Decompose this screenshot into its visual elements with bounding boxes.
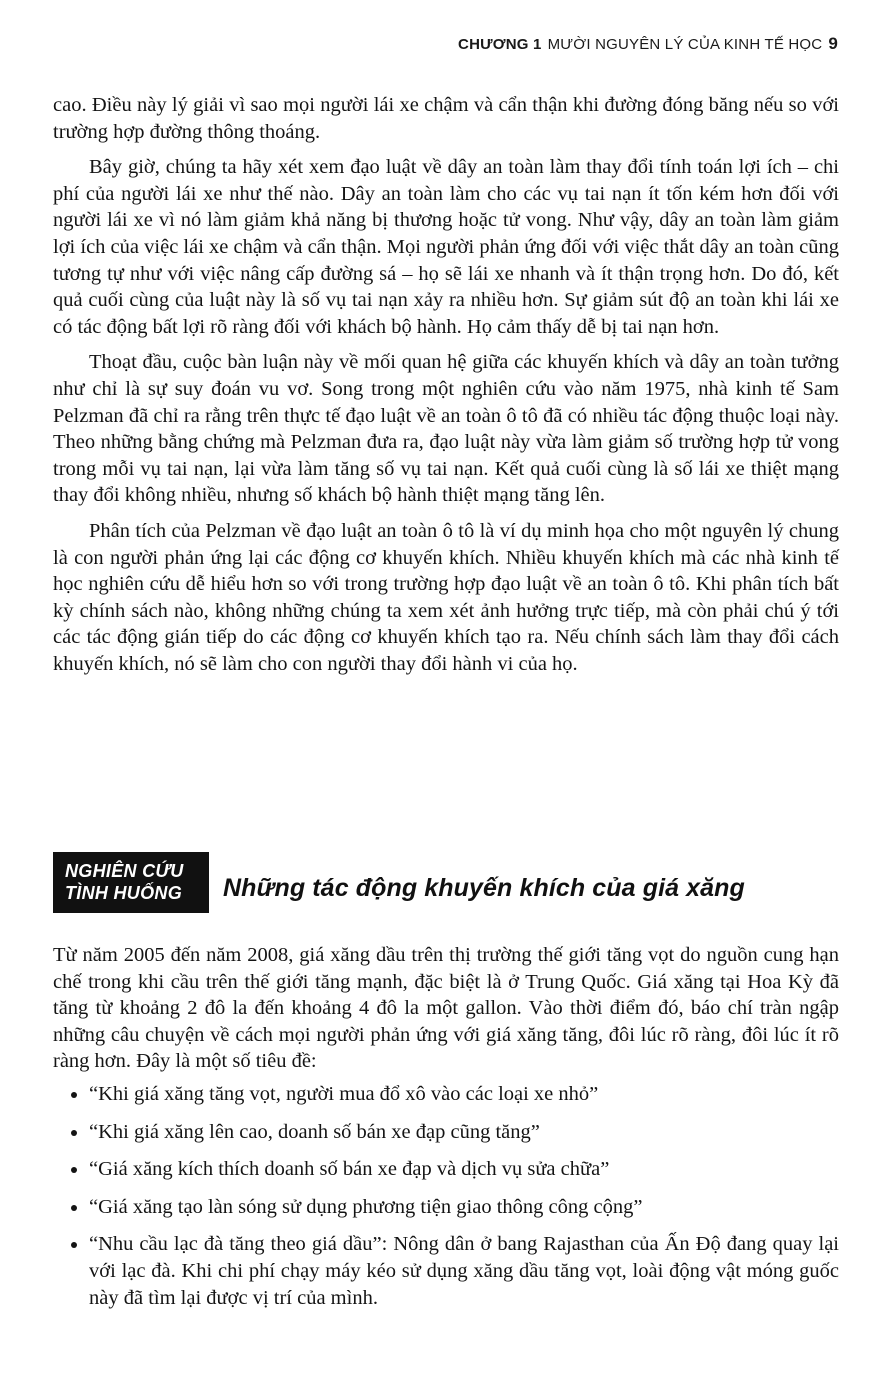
list-item <box>53 1156 839 1183</box>
bullet-icon <box>71 1205 77 1211</box>
list-item <box>53 1194 839 1221</box>
case-study-title: Những tác động khuyến khích của giá xăng <box>223 874 745 902</box>
case-study-badge <box>53 852 209 913</box>
page-number: 9 <box>828 34 838 53</box>
chapter-label: CHƯƠNG 1 <box>458 36 542 53</box>
badge-line: NGHIÊN CỨU <box>65 861 184 881</box>
bullet-icon <box>71 1167 77 1173</box>
list-item-text: “Giá xăng kích thích doanh số bán xe đạp và dịch vụ sửa chữa” <box>89 1158 610 1181</box>
list-item-text: “Khi giá xăng tăng vọt, người mua đổ xô vào các loại xe nhỏ” <box>89 1082 599 1105</box>
case-study-heading <box>53 852 745 913</box>
case-study-body <box>53 942 839 1322</box>
paragraph: Thoạt đầu, cuộc bàn luận này về mối quan hệ giữa các khuyến khích và dây an toàn tưởng như chỉ là sự suy đoán vu vơ. Song trong một nghiên cứu vào năm 1975, nhà kinh tế Sam Pelzman đã chỉ ra rằng trên thực tế đạo luật về an toàn ô tô đã có nhiều tác động thuộc loại này. Theo những bằng chứng mà Pelzman đưa ra, đạo luật này vừa làm giảm số trường hợp tử vong trong mỗi vụ tai nạn, lại vừa làm tăng số vụ tai nạn. Kết quả cuối cùng là số lái xe thiệt mạng thay đổi không nhiều, nhưng số khách bộ hành thiệt mạng tăng lên. <box>53 351 839 507</box>
running-header <box>458 34 838 54</box>
bullet-icon <box>71 1130 77 1136</box>
case-study-intro: Từ năm 2005 đến năm 2008, giá xăng dầu trên thị trường thế giới tăng vọt do nguồn cung hạn chế trong khi cầu trên thế giới tăng mạnh, đặc biệt là ở Trung Quốc. Giá xăng tại Hoa Kỳ đã tăng từ khoảng 2 đô la đến khoảng 4 đô la một gallon. Vào thời điểm đó, báo chí tràn ngập những câu chuyện về cách mọi người phản ứng với giá xăng tăng, đôi lúc rõ ràng, đôi lúc ít rõ ràng hơn. Đây là một số tiêu đề: <box>53 944 839 1073</box>
paragraph: cao. Điều này lý giải vì sao mọi người lái xe chậm và cẩn thận khi đường đóng băng nếu so với trường hợp đường thông thoáng. <box>53 94 839 143</box>
bullet-icon <box>71 1242 77 1248</box>
paragraph: Bây giờ, chúng ta hãy xét xem đạo luật về dây an toàn làm thay đổi tính toán lợi ích – chi phí của người lái xe như thế nào. Dây an toàn làm cho các vụ tai nạn ít tốn kém hơn đối với người lái xe vì nó làm giảm khả năng bị thương hoặc tử vong. Như vậy, dây an toàn làm giảm lợi ích của việc lái xe chậm và cẩn thận. Mọi người phản ứng đối với việc thắt dây an toàn cũng tương tự như với việc nâng cấp đường sá – họ sẽ lái xe nhanh và ít thận trọng hơn. Do đó, kết quả cuối cùng của luật này là số vụ tai nạn xảy ra nhiều hơn. Sự giảm sút độ an toàn khi lái xe có tác động bất lợi rõ ràng đối với khách bộ hành. Họ cảm thấy dễ bị tai nạn hơn. <box>53 156 839 338</box>
list-item <box>53 1119 839 1146</box>
chapter-title: MƯỜI NGUYÊN LÝ CỦA KINH TẾ HỌC <box>547 36 823 53</box>
body-text <box>53 92 839 686</box>
list-item <box>53 1081 839 1108</box>
badge-line: TÌNH HUỐNG <box>65 883 182 903</box>
bullet-icon <box>71 1092 77 1098</box>
list-item-text: “Giá xăng tạo làn sóng sử dụng phương tiện giao thông công cộng” <box>89 1195 643 1218</box>
list-item-text: “Khi giá xăng lên cao, doanh số bán xe đạp cũng tăng” <box>89 1120 540 1143</box>
list-item <box>53 1231 839 1311</box>
list-item-text: “Nhu cầu lạc đà tăng theo giá dầu”: Nông dân ở bang Rajasthan của Ấn Độ đang quay lại với lạc đà. Khi chi phí chạy máy kéo sử dụng xăng dầu tăng vọt, loài động vật móng guốc này đã tìm lại được vị trí của mình. <box>89 1233 839 1309</box>
headline-list <box>53 1081 839 1311</box>
paragraph: Phân tích của Pelzman về đạo luật an toàn ô tô là ví dụ minh họa cho một nguyên lý chung là con người phản ứng lại các động cơ khuyến khích. Nhiều khuyến khích mà các nhà kinh tế học nghiên cứu dễ hiểu hơn so với trong trường hợp đạo luật về an toàn ô tô. Khi phân tích bất kỳ chính sách nào, không những chúng ta xem xét ảnh hưởng trực tiếp, mà còn phải chú ý tới các tác động gián tiếp do các động cơ khuyến khích tạo ra. Nếu chính sách làm thay đổi cách khuyến khích, nó sẽ làm cho con người thay đổi hành vi của họ. <box>53 519 839 675</box>
